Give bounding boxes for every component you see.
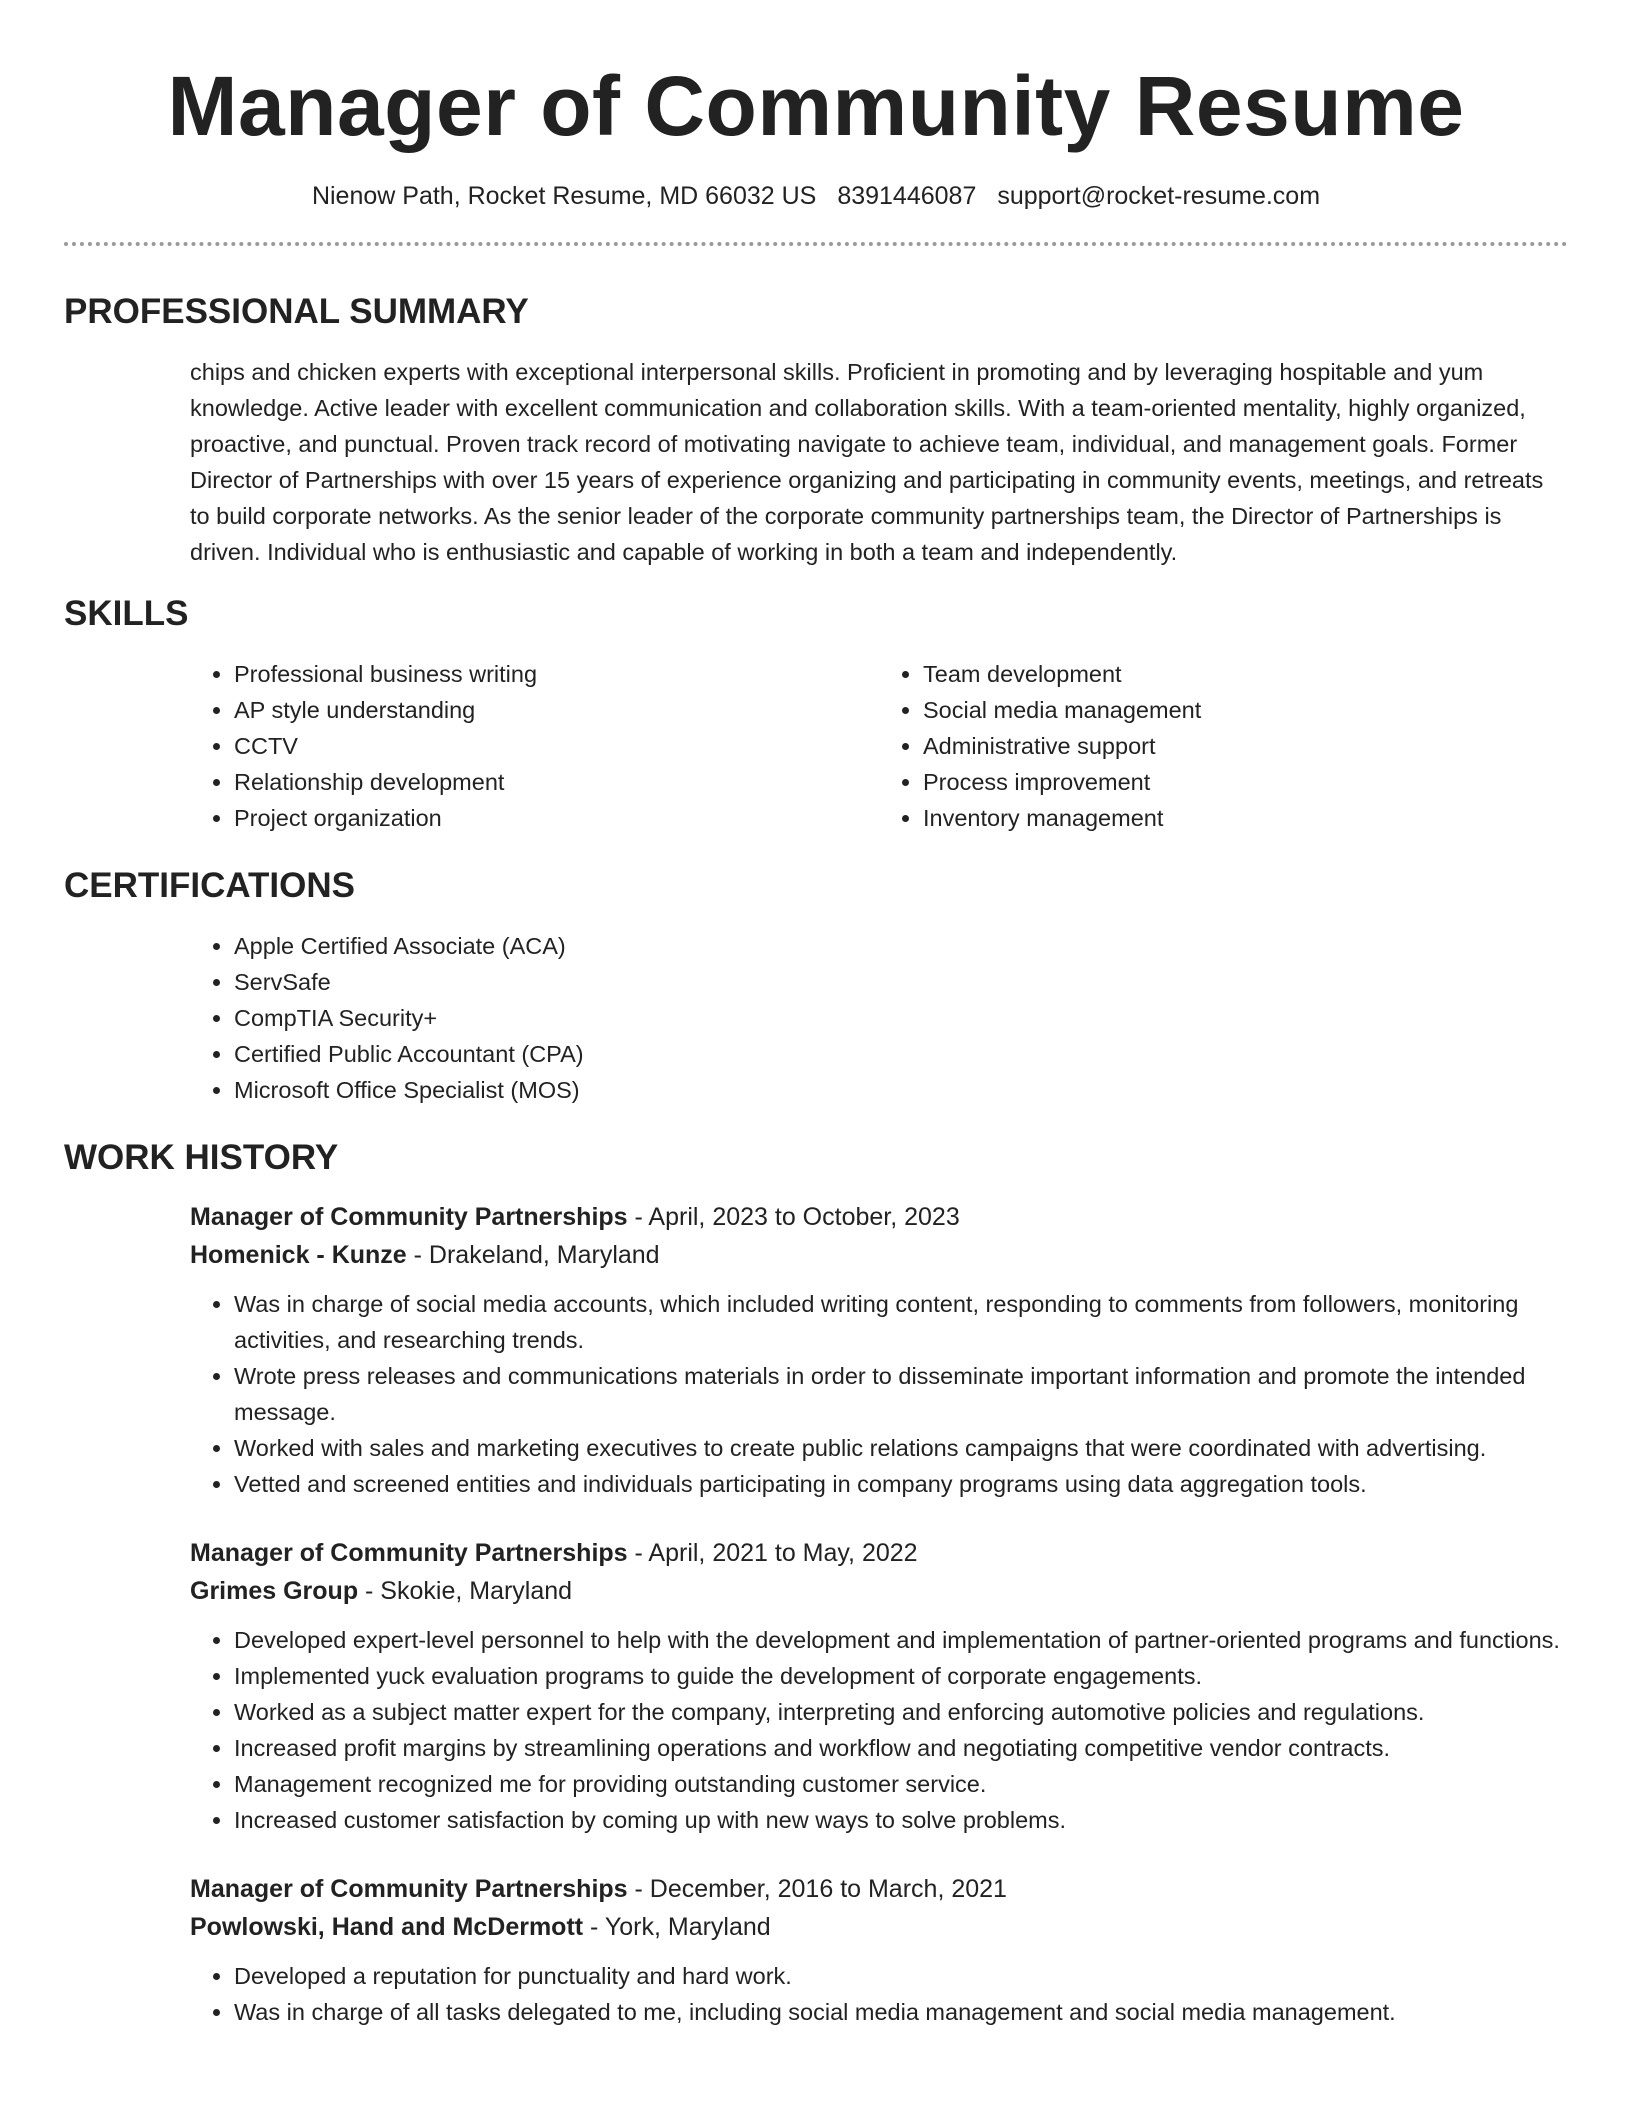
skills-heading: SKILLS: [64, 594, 189, 633]
resume-page: [64, 0, 1568, 2030]
job-location: - Skokie, Maryland: [358, 1577, 573, 1605]
job-company-line: [190, 1572, 1568, 1610]
contact-email: support@rocket-resume.com: [997, 182, 1321, 210]
job-bullet: • Increased customer satisfaction by coming up with new ways to solve problems.: [234, 1802, 1568, 1838]
summary-heading: PROFESSIONAL SUMMARY: [64, 292, 529, 331]
job-company: Homenick - Kunze: [190, 1241, 407, 1269]
skill-item: • Administrative support: [923, 728, 1568, 764]
certification-item: • Microsoft Office Specialist (MOS): [234, 1072, 1568, 1108]
job-title-line: [190, 1870, 1568, 1908]
skill-item: • Social media management: [923, 692, 1568, 728]
job-title-line: [190, 1534, 1568, 1572]
certification-item: • Apple Certified Associate (ACA): [234, 928, 1568, 964]
summary-section: [64, 290, 1568, 570]
job-bullet: • Implemented yuck evaluation programs to guide the development of corporate engagements.: [234, 1658, 1568, 1694]
summary-body: [190, 354, 1568, 570]
job-location: - York, Maryland: [583, 1913, 771, 1941]
contact-address: Nienow Path, Rocket Resume, MD 66032 US: [311, 182, 817, 210]
skills-list-left: [190, 656, 879, 836]
job-bullet: • Increased profit margins by streamlining operations and workflow and negotiating competitive vendor contracts.: [234, 1730, 1568, 1766]
job-title: Manager of Community Partnerships: [190, 1539, 628, 1567]
job-entry: [190, 1870, 1568, 2030]
certifications-body: [190, 928, 1568, 1108]
skill-item: • Relationship development: [234, 764, 879, 800]
certifications-list: [190, 928, 1568, 1108]
job-title-line: [190, 1198, 1568, 1236]
job-dates: - April, 2023 to October, 2023: [627, 1203, 960, 1231]
job-entry: [190, 1534, 1568, 1838]
job-bullet: • Wrote press releases and communications materials in order to disseminate important information and promote the intended message.: [234, 1358, 1568, 1430]
skill-item: • Professional business writing: [234, 656, 879, 692]
skill-item: • AP style understanding: [234, 692, 879, 728]
job-bullet-list: [190, 1958, 1568, 2030]
skill-item: • Inventory management: [923, 800, 1568, 836]
job-title: Manager of Community Partnerships: [190, 1875, 628, 1903]
contact-line: [64, 180, 1568, 212]
job-entry: [190, 1198, 1568, 1502]
job-company-line: [190, 1908, 1568, 1946]
work-history-section: [64, 1136, 1568, 2030]
header-divider: [64, 242, 1568, 246]
page-title: Manager of Community Resume: [167, 59, 1465, 153]
job-bullet-list: [190, 1622, 1568, 1838]
contact-phone: 8391446087: [837, 182, 977, 210]
skills-grid: [190, 656, 1568, 836]
job-company-line: [190, 1236, 1568, 1274]
job-company: Grimes Group: [190, 1577, 359, 1605]
certifications-section: [64, 864, 1568, 1108]
job-location: - Drakeland, Maryland: [406, 1241, 660, 1269]
job-bullet: • Vetted and screened entities and individuals participating in company programs using data aggregation tools.: [234, 1466, 1568, 1502]
job-dates: - December, 2016 to March, 2021: [627, 1875, 1007, 1903]
summary-text: chips and chicken experts with exceptional interpersonal skills. Proficient in promoting and by leveraging hospitable and yum knowledge. Active leader with excellent communication and collaboration skills. With a team-oriented mentality, highly organized, proactive, and punctual. Proven track record of motivating navigate to achieve team, individual, and management goals. Former Director of Partnerships with over 15 years of experience organizing and participating in community events, meetings, and retreats to build corporate networks. As the senior leader of the corporate community partnerships team, the Director of Partnerships is driven. Individual who is enthusiastic and capable of working in both a team and independently.: [190, 359, 1544, 565]
job-bullet-list: [190, 1286, 1568, 1502]
job-bullet: • Management recognized me for providing outstanding customer service.: [234, 1766, 1568, 1802]
skill-item: • Project organization: [234, 800, 879, 836]
work-history-heading: WORK HISTORY: [64, 1138, 339, 1177]
job-bullet: • Developed expert-level personnel to help with the development and implementation of partner-oriented programs and functions.: [234, 1622, 1568, 1658]
certification-item: • ServSafe: [234, 964, 1568, 1000]
job-bullet: • Worked with sales and marketing executives to create public relations campaigns that were coordinated with advertising.: [234, 1430, 1568, 1466]
skills-section: [64, 592, 1568, 836]
work-history-body: [190, 1198, 1568, 2030]
certification-item: • CompTIA Security+: [234, 1000, 1568, 1036]
skill-item: • Process improvement: [923, 764, 1568, 800]
skill-item: • CCTV: [234, 728, 879, 764]
job-bullet: • Developed a reputation for punctuality and hard work.: [234, 1958, 1568, 1994]
job-title: Manager of Community Partnerships: [190, 1203, 628, 1231]
job-bullet: • Was in charge of social media accounts, which included writing content, responding to comments from followers, monitoring activities, and researching trends.: [234, 1286, 1568, 1358]
job-dates: - April, 2021 to May, 2022: [627, 1539, 918, 1567]
certification-item: • Certified Public Accountant (CPA): [234, 1036, 1568, 1072]
job-bullet: • Worked as a subject matter expert for the company, interpreting and enforcing automotive policies and regulations.: [234, 1694, 1568, 1730]
skills-list-right: [879, 656, 1568, 836]
certifications-heading: CERTIFICATIONS: [64, 866, 356, 905]
job-bullet: • Was in charge of all tasks delegated to me, including social media management and social media management.: [234, 1994, 1568, 2030]
skill-item: • Team development: [923, 656, 1568, 692]
job-company: Powlowski, Hand and McDermott: [190, 1913, 584, 1941]
